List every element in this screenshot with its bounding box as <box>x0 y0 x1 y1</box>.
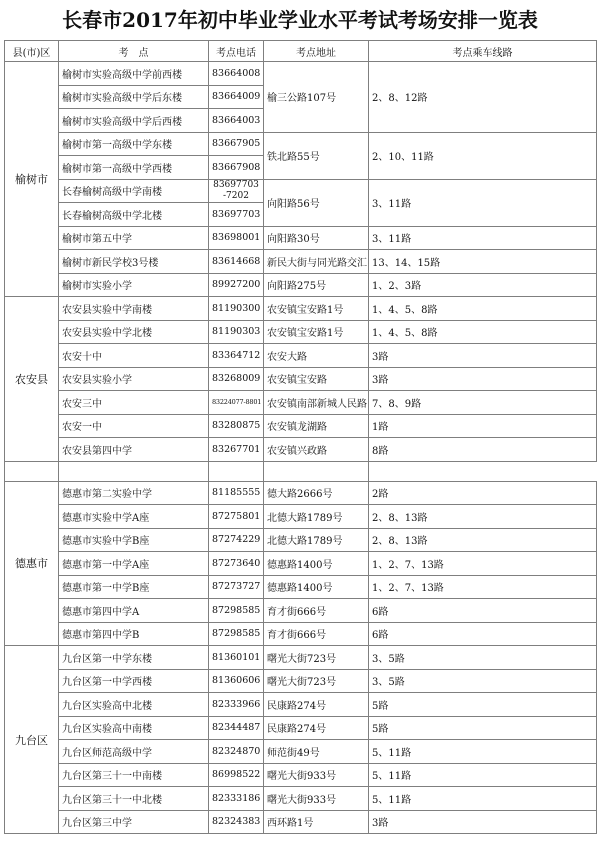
route-cell: 1、2、7、13路 <box>369 575 597 599</box>
route-cell: 1、2、3路 <box>369 273 597 297</box>
spacer-row <box>5 461 597 481</box>
school-cell: 长春榆树高级中学北楼 <box>59 203 209 227</box>
header-route: 考点乘车线路 <box>369 41 597 62</box>
school-cell: 九台区实验高中北楼 <box>59 693 209 717</box>
school-cell: 德惠市实验中学B座 <box>59 528 209 552</box>
table-row <box>5 179 597 203</box>
header-school: 考 点 <box>59 41 209 62</box>
table-row <box>5 132 597 156</box>
address-cell: 铁北路55号 <box>264 132 369 179</box>
table-row <box>5 716 597 740</box>
address-cell: 向阳路30号 <box>264 226 369 250</box>
phone-cell: 83697703 -7202 <box>209 179 264 203</box>
table-row <box>5 787 597 811</box>
route-cell: 3、5路 <box>369 669 597 693</box>
route-cell: 2、8、13路 <box>369 528 597 552</box>
table-row <box>5 62 597 86</box>
page-title: 长春市2017年初中毕业学业水平考试考场安排一览表 <box>62 8 538 32</box>
phone-cell: 87274229 <box>209 528 264 552</box>
phone-cell: 89927200 <box>209 273 264 297</box>
phone-cell: 83698001 <box>209 226 264 250</box>
address-cell: 北德大路1789号 <box>264 505 369 529</box>
spacer-cell <box>59 461 209 481</box>
school-cell: 德惠市第二实验中学 <box>59 481 209 505</box>
school-cell: 德惠市第一中学A座 <box>59 552 209 576</box>
header-row <box>5 41 597 62</box>
school-cell: 榆树市实验高级中学前西楼 <box>59 62 209 86</box>
table-row <box>5 273 597 297</box>
route-cell: 2、8、12路 <box>369 62 597 133</box>
school-cell: 农安县第四中学 <box>59 438 209 462</box>
spacer-cell <box>5 461 59 481</box>
school-cell: 德惠市第一中学B座 <box>59 575 209 599</box>
school-cell: 九台区师范高级中学 <box>59 740 209 764</box>
phone-cell: 82333966 <box>209 693 264 717</box>
table-row <box>5 367 597 391</box>
school-cell: 九台区第三十一中北楼 <box>59 787 209 811</box>
table-row <box>5 552 597 576</box>
address-cell: 榆三公路107号 <box>264 62 369 133</box>
school-cell: 农安县实验中学北楼 <box>59 320 209 344</box>
route-cell: 3路 <box>369 810 597 834</box>
table-body <box>5 62 597 834</box>
phone-cell: 83667905 <box>209 132 264 156</box>
header-address: 考点地址 <box>264 41 369 62</box>
route-cell: 3、11路 <box>369 226 597 250</box>
table-row <box>5 763 597 787</box>
table-row <box>5 297 597 321</box>
route-cell: 2、10、11路 <box>369 132 597 179</box>
phone-cell: 87275801 <box>209 505 264 529</box>
table-row <box>5 226 597 250</box>
phone-cell: 81360606 <box>209 669 264 693</box>
table-row <box>5 528 597 552</box>
table-row <box>5 575 597 599</box>
school-cell: 德惠市第四中学A <box>59 599 209 623</box>
phone-cell: 87273727 <box>209 575 264 599</box>
table-row <box>5 622 597 646</box>
route-cell: 3、11路 <box>369 179 597 226</box>
phone-cell: 83697703 <box>209 203 264 227</box>
phone-cell: 83664008 <box>209 62 264 86</box>
phone-cell: 87298585 <box>209 599 264 623</box>
address-cell: 民康路274号 <box>264 693 369 717</box>
address-cell: 向阳路56号 <box>264 179 369 226</box>
table-row <box>5 414 597 438</box>
school-cell: 农安三中 <box>59 391 209 415</box>
school-cell: 农安十中 <box>59 344 209 368</box>
region-cell: 农安县 <box>5 297 59 462</box>
phone-cell: 83667908 <box>209 156 264 180</box>
address-cell: 农安镇宝安路1号 <box>264 297 369 321</box>
route-cell: 5路 <box>369 716 597 740</box>
school-cell: 榆树市新民学校3号楼 <box>59 250 209 274</box>
school-cell: 九台区第一中学西楼 <box>59 669 209 693</box>
route-cell: 1、4、5、8路 <box>369 320 597 344</box>
route-cell: 1、2、7、13路 <box>369 552 597 576</box>
spacer-cell <box>209 461 264 481</box>
table-row <box>5 391 597 415</box>
header-region: 县(市)区 <box>5 41 59 62</box>
phone-cell: 87273640 <box>209 552 264 576</box>
route-cell: 6路 <box>369 599 597 623</box>
address-cell: 农安大路 <box>264 344 369 368</box>
route-cell: 8路 <box>369 438 597 462</box>
school-cell: 九台区第一中学东楼 <box>59 646 209 670</box>
school-cell: 德惠市实验中学A座 <box>59 505 209 529</box>
address-cell: 农安镇宝安路 <box>264 367 369 391</box>
route-cell: 5、11路 <box>369 787 597 811</box>
school-cell: 榆树市实验小学 <box>59 273 209 297</box>
phone-cell: 81185555 <box>209 481 264 505</box>
address-cell: 西环路1号 <box>264 810 369 834</box>
route-cell: 7、8、9路 <box>369 391 597 415</box>
address-cell: 育才街666号 <box>264 622 369 646</box>
route-cell: 5、11路 <box>369 763 597 787</box>
address-cell: 农安镇宝安路1号 <box>264 320 369 344</box>
phone-cell: 83224077-8801 <box>209 391 264 415</box>
school-cell: 榆树市实验高级中学后西楼 <box>59 109 209 133</box>
phone-cell: 86998522 <box>209 763 264 787</box>
phone-cell: 83268009 <box>209 367 264 391</box>
route-cell: 2路 <box>369 481 597 505</box>
phone-cell: 82333186 <box>209 787 264 811</box>
phone-cell: 82324383 <box>209 810 264 834</box>
spacer-cell <box>264 461 369 481</box>
phone-cell: 83614668 <box>209 250 264 274</box>
route-cell: 3、5路 <box>369 646 597 670</box>
address-cell: 曙光大街723号 <box>264 669 369 693</box>
route-cell: 5路 <box>369 693 597 717</box>
phone-cell: 81360101 <box>209 646 264 670</box>
school-cell: 榆树市第一高级中学东楼 <box>59 132 209 156</box>
table-row <box>5 599 597 623</box>
address-cell: 农安镇兴政路 <box>264 438 369 462</box>
school-cell: 德惠市第四中学B <box>59 622 209 646</box>
address-cell: 曙光大街933号 <box>264 787 369 811</box>
header-phone: 考点电话 <box>209 41 264 62</box>
address-cell: 曙光大街723号 <box>264 646 369 670</box>
address-cell: 向阳路275号 <box>264 273 369 297</box>
school-cell: 九台区实验高中南楼 <box>59 716 209 740</box>
school-cell: 农安一中 <box>59 414 209 438</box>
address-cell: 曙光大街933号 <box>264 763 369 787</box>
route-cell: 5、11路 <box>369 740 597 764</box>
route-cell: 2、8、13路 <box>369 505 597 529</box>
route-cell: 6路 <box>369 622 597 646</box>
address-cell: 德惠路1400号 <box>264 575 369 599</box>
school-cell: 九台区第三中学 <box>59 810 209 834</box>
region-cell: 榆树市 <box>5 62 59 297</box>
phone-cell: 83267701 <box>209 438 264 462</box>
table-row <box>5 810 597 834</box>
table-row <box>5 669 597 693</box>
address-cell: 师范街49号 <box>264 740 369 764</box>
address-cell: 德惠路1400号 <box>264 552 369 576</box>
table-row <box>5 320 597 344</box>
phone-cell: 83364712 <box>209 344 264 368</box>
route-cell: 3路 <box>369 367 597 391</box>
phone-cell: 82344487 <box>209 716 264 740</box>
school-cell: 九台区第三十一中南楼 <box>59 763 209 787</box>
route-cell: 1路 <box>369 414 597 438</box>
table-row <box>5 250 597 274</box>
address-cell: 民康路274号 <box>264 716 369 740</box>
region-cell: 九台区 <box>5 646 59 834</box>
address-cell: 德大路2666号 <box>264 481 369 505</box>
address-cell: 农安镇南部新城人民路 <box>264 391 369 415</box>
school-cell: 榆树市第一高级中学西楼 <box>59 156 209 180</box>
table-row <box>5 646 597 670</box>
address-cell: 新民大街与同光路交汇 <box>264 250 369 274</box>
phone-cell: 82324870 <box>209 740 264 764</box>
school-cell: 榆树市第五中学 <box>59 226 209 250</box>
address-cell: 农安镇龙湖路 <box>264 414 369 438</box>
route-cell: 13、14、15路 <box>369 250 597 274</box>
table-row <box>5 505 597 529</box>
school-cell: 榆树市实验高级中学后东楼 <box>59 85 209 109</box>
phone-cell: 83280875 <box>209 414 264 438</box>
phone-cell: 83664009 <box>209 85 264 109</box>
region-cell: 德惠市 <box>5 481 59 646</box>
exam-site-table <box>4 40 597 834</box>
school-cell: 农安县实验小学 <box>59 367 209 391</box>
phone-cell: 87298585 <box>209 622 264 646</box>
table-row <box>5 693 597 717</box>
table-row <box>5 344 597 368</box>
table-row <box>5 740 597 764</box>
address-cell: 北德大路1789号 <box>264 528 369 552</box>
phone-cell: 83664003 <box>209 109 264 133</box>
route-cell: 1、4、5、8路 <box>369 297 597 321</box>
table-row <box>5 438 597 462</box>
phone-cell: 81190303 <box>209 320 264 344</box>
phone-cell: 81190300 <box>209 297 264 321</box>
school-cell: 农安县实验中学南楼 <box>59 297 209 321</box>
table-row <box>5 481 597 505</box>
school-cell: 长春榆树高级中学南楼 <box>59 179 209 203</box>
route-cell: 3路 <box>369 344 597 368</box>
address-cell: 育才街666号 <box>264 599 369 623</box>
spacer-cell <box>369 461 597 481</box>
